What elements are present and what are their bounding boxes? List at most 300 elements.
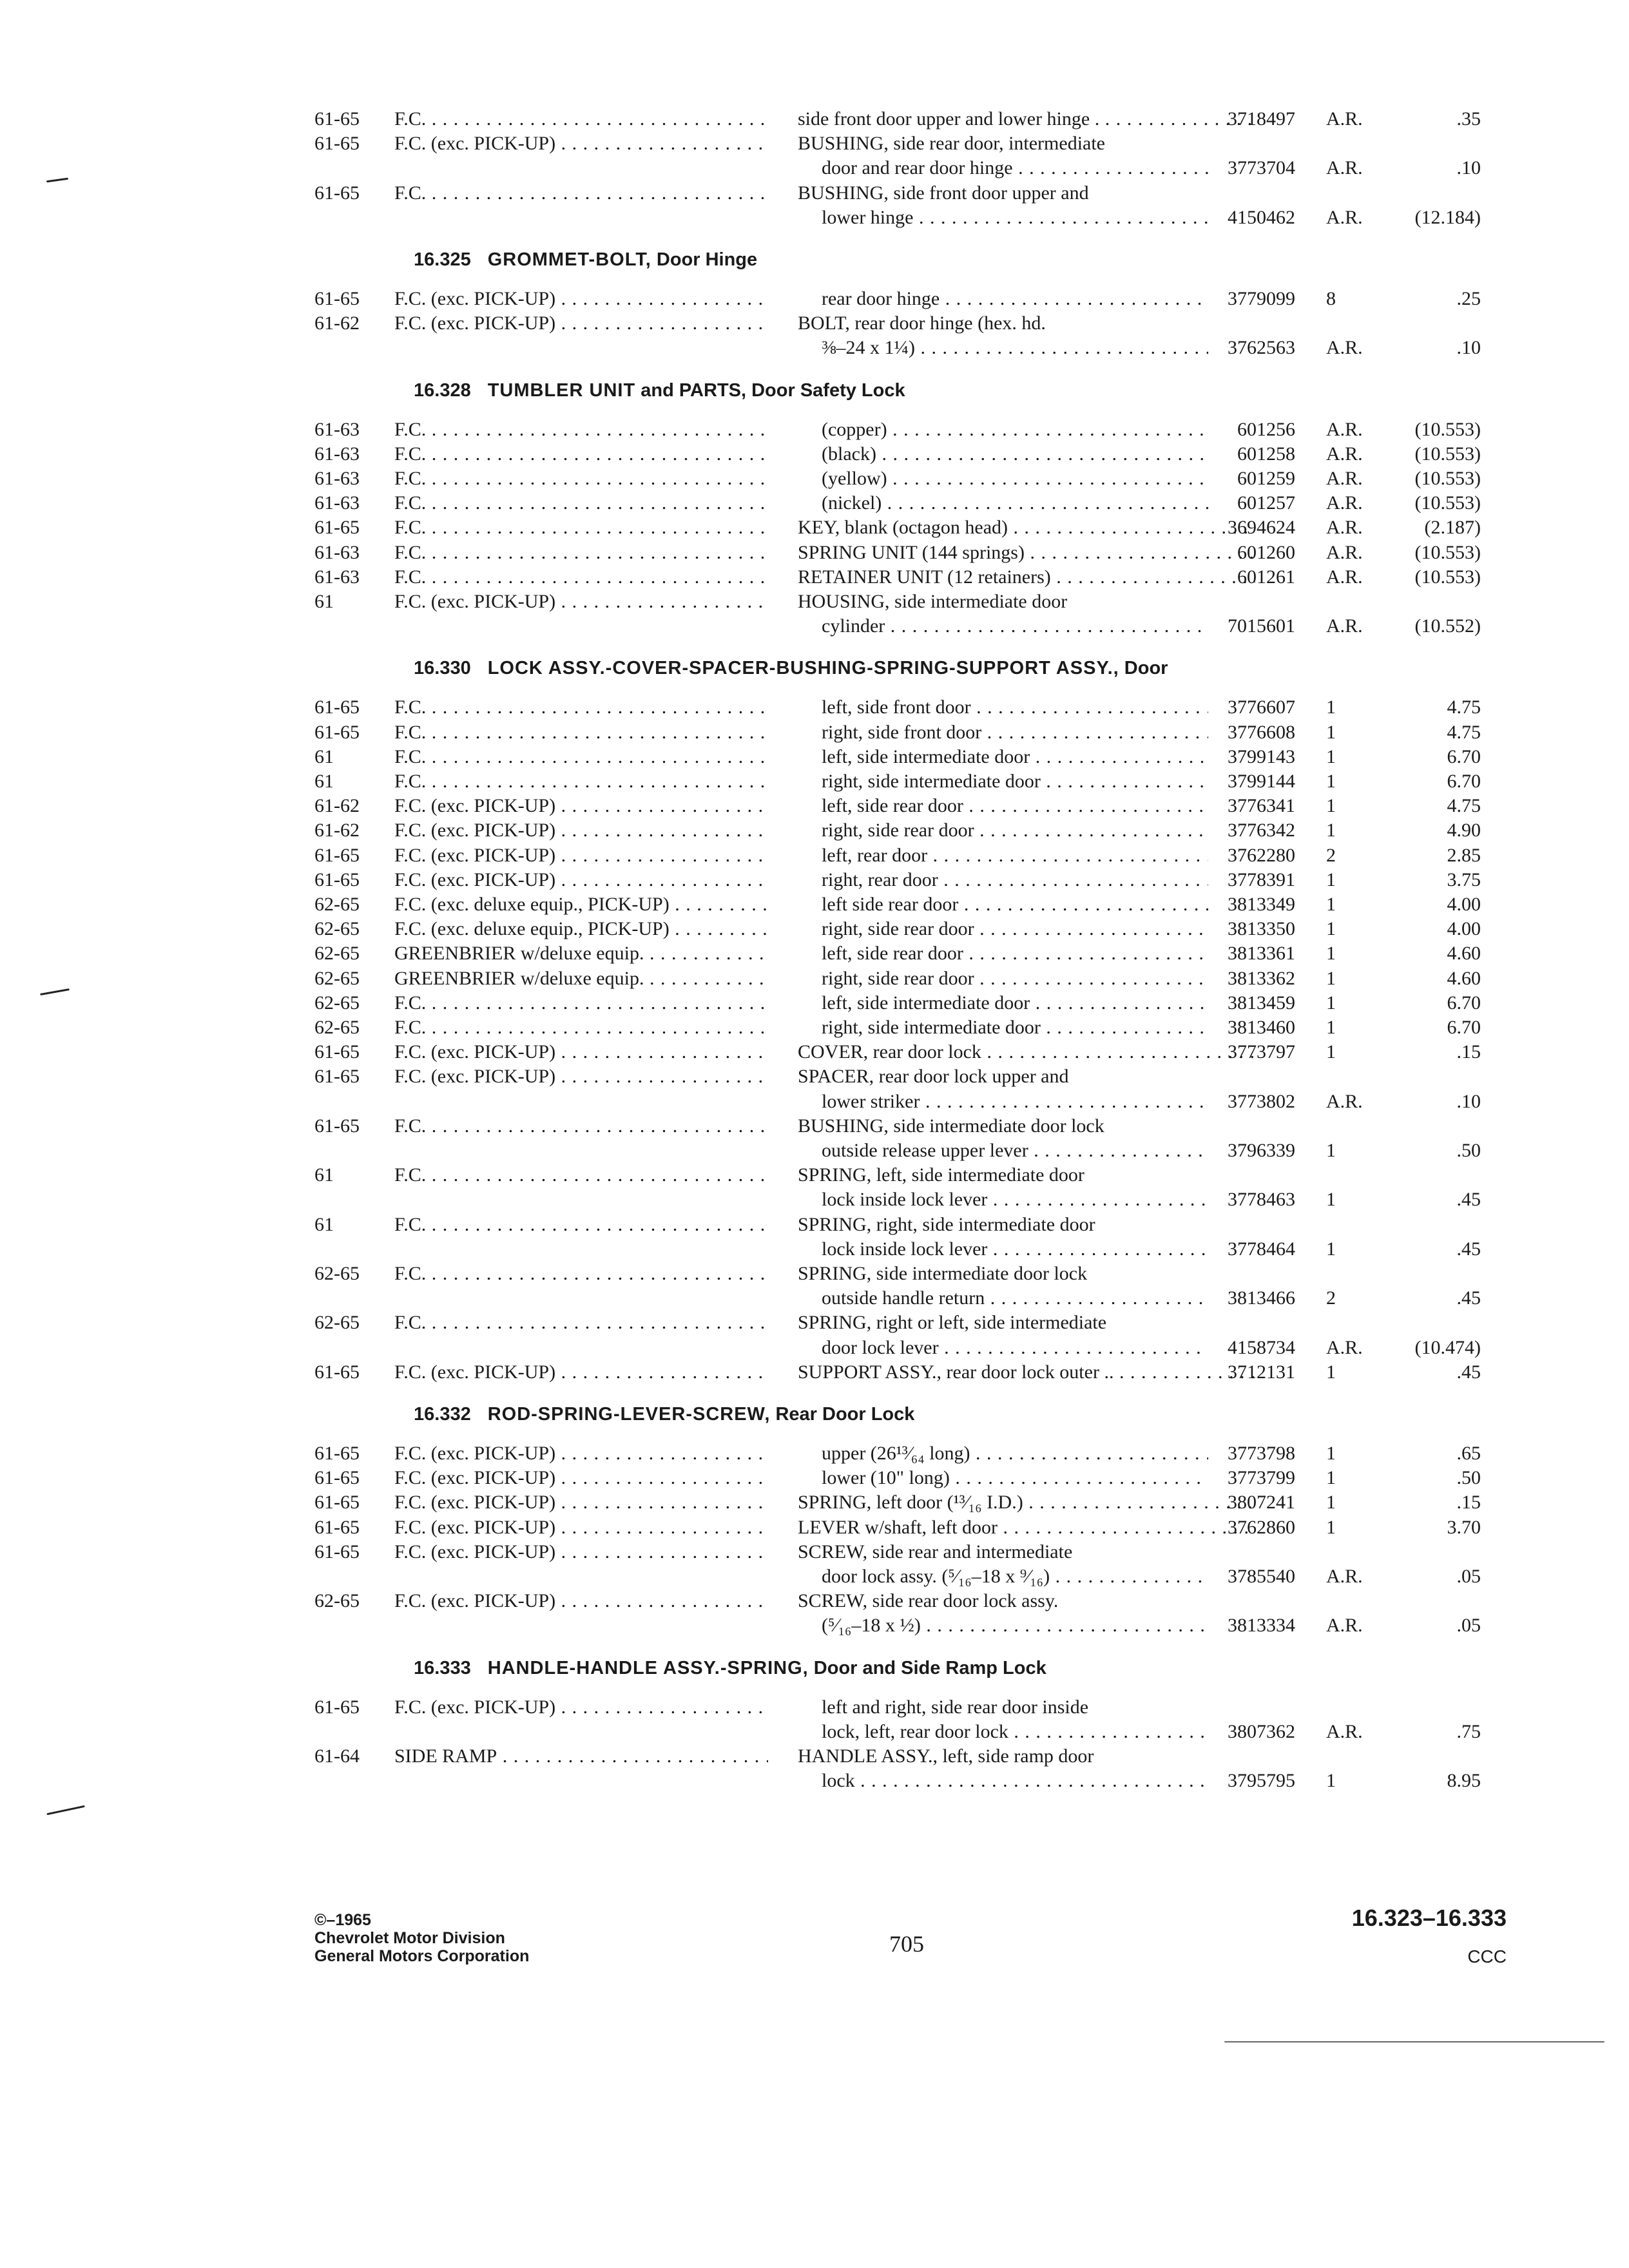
- price: 4.75: [1447, 795, 1481, 817]
- description-text: KEY, blank (octagon head): [798, 517, 1008, 539]
- part-description: [822, 1613, 1208, 1638]
- price: .25: [1456, 288, 1481, 309]
- description-text: left, rear door: [822, 844, 928, 866]
- part-number: 3762563: [1228, 337, 1295, 359]
- part-description: [822, 156, 1208, 180]
- model-years: 62-65: [314, 918, 360, 940]
- description-text: HANDLE ASSY., left, side ramp door: [798, 1745, 1094, 1767]
- parts-row: [0, 966, 1629, 991]
- part-number: 4158734: [1228, 1336, 1295, 1358]
- model-applicability: [394, 287, 768, 311]
- part-number: 3773799: [1228, 1467, 1295, 1489]
- part-number: 3813350: [1228, 918, 1295, 940]
- quantity: A.R.: [1326, 108, 1363, 130]
- parts-row: [0, 917, 1629, 941]
- quantity: A.R.: [1326, 418, 1363, 440]
- description-text: cylinder: [822, 615, 885, 637]
- section-title: Rear Door Lock: [775, 1404, 915, 1425]
- quantity: A.R.: [1326, 1720, 1363, 1742]
- model-applicability: [394, 966, 768, 991]
- model-applicability: [394, 590, 768, 614]
- description-text: lower striker: [822, 1090, 920, 1112]
- section-heading: [414, 1401, 914, 1427]
- quantity: A.R.: [1326, 468, 1363, 489]
- price: (2.187): [1424, 517, 1481, 539]
- model-text: F.C.: [394, 517, 427, 539]
- part-description: [822, 769, 1208, 794]
- parts-row: [0, 1540, 1629, 1564]
- description-text: BUSHING, side front door upper and: [798, 182, 1089, 204]
- part-description: [798, 1213, 1255, 1237]
- part-number: 3785540: [1228, 1566, 1295, 1587]
- part-number: 3778391: [1228, 869, 1295, 890]
- model-text: F.C.: [394, 492, 427, 514]
- model-text: F.C.: [394, 745, 427, 767]
- part-number: 3779099: [1228, 288, 1295, 309]
- model-applicability: [394, 1262, 768, 1286]
- price: (10.553): [1414, 418, 1481, 440]
- price: .05: [1456, 1566, 1481, 1587]
- model-text: F.C.: [394, 1213, 427, 1235]
- parts-row: [0, 1237, 1629, 1262]
- model-applicability: [394, 745, 768, 769]
- model-text: F.C. (exc. PICK-UP): [394, 844, 556, 866]
- part-description: [822, 917, 1208, 941]
- section-title-caps: HANDLE-HANDLE ASSY.-SPRING,: [487, 1657, 809, 1678]
- description-text: (nickel): [822, 492, 882, 514]
- part-number: 601260: [1237, 541, 1295, 563]
- parts-row: [0, 181, 1629, 206]
- model-years: 61-65: [314, 844, 360, 866]
- section-number: 16.325: [414, 249, 471, 270]
- section-heading: [414, 247, 757, 273]
- model-applicability: [394, 1744, 768, 1769]
- description-text: side front door upper and lower hinge .: [798, 108, 1100, 130]
- part-number: 3776341: [1228, 795, 1295, 817]
- description-text: BUSHING, side rear door, intermediate: [798, 133, 1105, 155]
- part-description: [822, 1286, 1208, 1311]
- parts-row: [0, 541, 1629, 565]
- part-description: [822, 1336, 1208, 1360]
- quantity: 1: [1326, 1361, 1336, 1383]
- quantity: 1: [1326, 869, 1336, 890]
- model-text: F.C. (exc. PICK-UP): [394, 795, 556, 817]
- model-years: 61-65: [314, 517, 360, 539]
- quantity: 1: [1326, 795, 1336, 817]
- price: (10.553): [1414, 566, 1481, 588]
- model-text: F.C.: [394, 1115, 427, 1137]
- model-applicability: [394, 466, 768, 491]
- part-description: [822, 868, 1208, 892]
- part-number: 3795795: [1228, 1770, 1295, 1792]
- part-description: [798, 1589, 1255, 1613]
- description-text: SPRING UNIT (144 springs): [798, 541, 1025, 563]
- description-text: left, side rear door: [822, 943, 963, 965]
- model-years: 61-65: [314, 288, 360, 309]
- quantity: A.R.: [1326, 517, 1363, 539]
- part-description: [822, 720, 1208, 745]
- parts-row: [0, 131, 1629, 156]
- model-years: 61: [314, 745, 334, 767]
- price: .45: [1456, 1238, 1481, 1260]
- description-text: (black): [822, 443, 876, 465]
- quantity: A.R.: [1326, 157, 1363, 179]
- model-years: 61-65: [314, 108, 360, 130]
- quantity: 1: [1326, 1443, 1336, 1464]
- model-applicability: [394, 991, 768, 1015]
- parts-row: [0, 1769, 1629, 1793]
- description-text: SPRING, right or left, side intermediate: [798, 1312, 1107, 1334]
- price: .35: [1456, 108, 1481, 130]
- quantity: 1: [1326, 1467, 1336, 1489]
- quantity: 1: [1326, 894, 1336, 915]
- part-number: 3694624: [1228, 517, 1295, 539]
- model-years: 62-65: [314, 894, 360, 915]
- parts-row: [0, 1311, 1629, 1335]
- part-description: [822, 336, 1208, 360]
- part-number: 3799144: [1228, 771, 1295, 792]
- description-text: SUPPORT ASSY., rear door lock outer ..: [798, 1361, 1114, 1383]
- description-text: (copper): [822, 418, 887, 440]
- description-text: lock: [822, 1770, 855, 1792]
- part-description: [822, 206, 1208, 230]
- section-heading: [414, 378, 905, 403]
- model-text: F.C. (exc. PICK-UP): [394, 1467, 556, 1489]
- model-text: F.C. (exc. PICK-UP): [394, 1541, 556, 1562]
- model-applicability: [394, 843, 768, 868]
- parts-row: [0, 1090, 1629, 1114]
- model-years: 61-65: [314, 133, 360, 155]
- description-text: right, side rear door: [822, 820, 974, 841]
- part-description: [798, 1163, 1255, 1187]
- quantity: 1: [1326, 1770, 1336, 1792]
- section-title: Door: [1124, 658, 1168, 679]
- parts-row: [0, 941, 1629, 966]
- model-applicability: [394, 541, 768, 565]
- description-text: lower (10" long): [822, 1467, 950, 1489]
- price: (10.553): [1414, 468, 1481, 489]
- parts-row: [0, 1466, 1629, 1490]
- quantity: A.R.: [1326, 615, 1363, 637]
- description-text: lock inside lock lever: [822, 1189, 988, 1211]
- model-applicability: [394, 1441, 768, 1466]
- price: .10: [1456, 337, 1481, 359]
- part-description: [822, 1237, 1208, 1262]
- description-text: BUSHING, side intermediate door lock: [798, 1115, 1104, 1137]
- parts-row: [0, 1187, 1629, 1212]
- part-description: [822, 418, 1208, 442]
- parts-row: [0, 442, 1629, 466]
- part-number: 3712131: [1228, 1361, 1295, 1383]
- price: 3.70: [1447, 1516, 1481, 1538]
- model-years: 61-63: [314, 418, 360, 440]
- model-applicability: [394, 818, 768, 843]
- parts-row: [0, 695, 1629, 720]
- part-description: [798, 1064, 1255, 1089]
- part-description: [822, 491, 1208, 515]
- model-years: 62-65: [314, 1263, 360, 1284]
- part-description: [798, 1540, 1255, 1564]
- price: 4.75: [1447, 721, 1481, 743]
- quantity: A.R.: [1326, 1566, 1363, 1587]
- model-years: 61-65: [314, 1115, 360, 1137]
- description-text: door and rear door hinge: [822, 157, 1013, 179]
- model-text: F.C. (exc. PICK-UP): [394, 591, 556, 612]
- parts-row: [0, 1040, 1629, 1064]
- model-text: F.C. (exc. PICK-UP): [394, 1590, 556, 1612]
- model-text: F.C. (exc. PICK-UP): [394, 869, 556, 890]
- footer-corporation: General Motors Corporation: [314, 1947, 530, 1965]
- model-text: F.C. (exc. PICK-UP): [394, 1696, 556, 1718]
- section-number: 16.332: [414, 1404, 471, 1425]
- parts-row: [0, 769, 1629, 794]
- description-text: outside handle return: [822, 1287, 985, 1309]
- quantity: A.R.: [1326, 443, 1363, 465]
- model-years: 61-65: [314, 1541, 360, 1562]
- model-applicability: [394, 794, 768, 818]
- model-applicability: [394, 418, 768, 442]
- quantity: 1: [1326, 967, 1336, 989]
- quantity: 1: [1326, 1041, 1336, 1063]
- part-number: 601261: [1237, 566, 1295, 588]
- price: 4.90: [1447, 820, 1481, 841]
- model-years: 62-65: [314, 1312, 360, 1334]
- quantity: 1: [1326, 918, 1336, 940]
- part-description: [822, 1090, 1208, 1114]
- quantity: 1: [1326, 1516, 1336, 1538]
- part-number: 7015601: [1228, 615, 1295, 637]
- part-number: 4150462: [1228, 206, 1295, 228]
- part-description: [822, 892, 1208, 917]
- description-text: door lock assy. (⁵⁄₁₆–18 x ⁹⁄₁₆): [822, 1566, 1050, 1587]
- description-text: outside release upper lever: [822, 1140, 1028, 1161]
- model-applicability: [394, 1695, 768, 1720]
- part-number: 3813459: [1228, 992, 1295, 1014]
- parts-row: [0, 1139, 1629, 1163]
- section-range: 16.323–16.333: [1351, 1905, 1507, 1931]
- part-number: 601258: [1237, 443, 1295, 465]
- part-description: [822, 1015, 1208, 1040]
- model-years: 61-65: [314, 1443, 360, 1464]
- model-applicability: [394, 695, 768, 720]
- model-text: F.C. (exc. deluxe equip., PICK-UP): [394, 894, 670, 915]
- model-years: 62-65: [314, 1590, 360, 1612]
- part-number: 3813334: [1228, 1615, 1295, 1637]
- parts-row: [0, 1213, 1629, 1237]
- part-number: 3796339: [1228, 1140, 1295, 1161]
- part-description: [822, 1695, 1208, 1720]
- description-text: SPRING, side intermediate door lock: [798, 1263, 1088, 1284]
- part-number: 3776608: [1228, 721, 1295, 743]
- parts-row: [0, 1695, 1629, 1720]
- part-description: [798, 515, 1255, 540]
- parts-row: [0, 1441, 1629, 1466]
- section-heading: [414, 1655, 1046, 1681]
- model-applicability: [394, 1163, 768, 1187]
- part-number: 3776607: [1228, 697, 1295, 718]
- model-text: F.C.: [394, 697, 427, 718]
- parts-row: [0, 1015, 1629, 1040]
- part-number: 3813466: [1228, 1287, 1295, 1309]
- quantity: A.R.: [1326, 337, 1363, 359]
- price: .50: [1456, 1467, 1481, 1489]
- quantity: A.R.: [1326, 1090, 1363, 1112]
- quantity: A.R.: [1326, 566, 1363, 588]
- model-years: 61: [314, 771, 334, 792]
- parts-row: [0, 1064, 1629, 1089]
- section-title: Door and Side Ramp Lock: [813, 1657, 1046, 1678]
- quantity: 1: [1326, 820, 1336, 841]
- model-applicability: [394, 1360, 768, 1385]
- catalog-code: CCC: [1467, 1946, 1507, 1966]
- section-title-caps: LOCK ASSY.-COVER-SPACER-BUSHING-SPRING-SUPPORT ASSY.,: [487, 658, 1119, 679]
- price: (10.553): [1414, 492, 1481, 514]
- part-number: 3762860: [1228, 1516, 1295, 1538]
- price: 6.70: [1447, 771, 1481, 792]
- price: .75: [1456, 1720, 1481, 1742]
- model-text: F.C. (exc. PICK-UP): [394, 288, 556, 309]
- description-text: SPRING, left door (¹³⁄₁₆ I.D.): [798, 1492, 1023, 1514]
- parts-row: [0, 590, 1629, 614]
- description-text: ⅜–24 x 1¼): [822, 337, 915, 359]
- part-description: [798, 1311, 1255, 1335]
- description-text: right, side front door: [822, 721, 982, 743]
- section-title: and PARTS, Door Safety Lock: [641, 380, 905, 401]
- scan-edge-line: [1224, 2041, 1605, 2042]
- parts-row: [0, 1515, 1629, 1540]
- part-description: [822, 442, 1208, 466]
- part-description: [798, 1744, 1255, 1769]
- part-description: [822, 843, 1208, 868]
- price: 6.70: [1447, 992, 1481, 1014]
- description-text: HOUSING, side intermediate door: [798, 591, 1068, 612]
- part-description: [822, 1441, 1208, 1466]
- part-description: [798, 107, 1255, 131]
- model-years: 61-65: [314, 1041, 360, 1063]
- price: 6.70: [1447, 1017, 1481, 1038]
- section-number: 16.330: [414, 658, 471, 679]
- model-text: F.C. (exc. PICK-UP): [394, 1443, 556, 1464]
- description-text: left side rear door: [822, 894, 959, 915]
- section-number: 16.333: [414, 1657, 471, 1678]
- model-applicability: [394, 769, 768, 794]
- price: .15: [1456, 1041, 1481, 1063]
- page-number: 705: [889, 1931, 924, 1957]
- model-applicability: [394, 1213, 768, 1237]
- part-number: 3778463: [1228, 1189, 1295, 1211]
- quantity: 8: [1326, 288, 1336, 309]
- model-applicability: [394, 1064, 768, 1089]
- model-years: 61-62: [314, 312, 360, 334]
- model-applicability: [394, 941, 768, 966]
- parts-row: [0, 892, 1629, 917]
- parts-row: [0, 336, 1629, 360]
- part-description: [822, 941, 1208, 966]
- footer-division: Chevrolet Motor Division: [314, 1929, 505, 1947]
- price: .05: [1456, 1615, 1481, 1637]
- section-number: 16.328: [414, 380, 471, 401]
- parts-row: [0, 515, 1629, 540]
- model-text: F.C. (exc. PICK-UP): [394, 1066, 556, 1088]
- parts-row: [0, 1564, 1629, 1589]
- description-text: right, side intermediate door: [822, 771, 1041, 792]
- description-text: left and right, side rear door inside: [822, 1696, 1089, 1718]
- part-number: 3807241: [1228, 1492, 1295, 1514]
- model-years: 61-65: [314, 1066, 360, 1088]
- model-years: 62-65: [314, 992, 360, 1014]
- part-number: 3813349: [1228, 894, 1295, 915]
- description-text: left, side front door: [822, 697, 971, 718]
- section-title-caps: TUMBLER UNIT: [487, 380, 636, 401]
- part-description: [822, 794, 1208, 818]
- quantity: A.R.: [1326, 541, 1363, 563]
- description-text: lower hinge: [822, 206, 914, 228]
- part-number: 3778464: [1228, 1238, 1295, 1260]
- model-text: F.C. (exc. PICK-UP): [394, 133, 556, 155]
- model-text: F.C.: [394, 541, 427, 563]
- model-years: 61-65: [314, 1696, 360, 1718]
- section-title-caps: ROD-SPRING-LEVER-SCREW,: [487, 1404, 771, 1425]
- model-years: 62-65: [314, 943, 360, 965]
- parts-row: [0, 1286, 1629, 1311]
- model-years: 61-65: [314, 697, 360, 718]
- parts-row: [0, 1613, 1629, 1638]
- part-description: [798, 131, 1255, 156]
- parts-row: [0, 287, 1629, 311]
- footer-copyright: ©–1965: [314, 1911, 371, 1929]
- price: .45: [1456, 1189, 1481, 1211]
- parts-row: [0, 206, 1629, 230]
- parts-row: [0, 1336, 1629, 1360]
- section-title: Door Hinge: [656, 249, 758, 270]
- model-text: F.C. (exc. PICK-UP): [394, 1361, 556, 1383]
- parts-row: [0, 818, 1629, 843]
- price: 8.95: [1447, 1770, 1481, 1792]
- description-text: right, side intermediate door: [822, 1017, 1041, 1038]
- parts-row: [0, 466, 1629, 491]
- description-text: SCREW, side rear door lock assy.: [798, 1590, 1059, 1612]
- parts-row: [0, 1744, 1629, 1769]
- model-text: F.C.: [394, 1263, 427, 1284]
- description-text: rear door hinge: [822, 288, 940, 309]
- model-applicability: [394, 565, 768, 590]
- description-text: upper (26¹³⁄₆₄ long): [822, 1443, 970, 1464]
- price: 4.00: [1447, 894, 1481, 915]
- description-text: left, side intermediate door: [822, 745, 1030, 767]
- parts-row: [0, 843, 1629, 868]
- parts-row: [0, 1589, 1629, 1613]
- model-years: 61-64: [314, 1745, 360, 1767]
- model-text: F.C.: [394, 468, 427, 489]
- model-applicability: [394, 1114, 768, 1139]
- description-text: BOLT, rear door hinge (hex. hd.: [798, 312, 1046, 334]
- part-number: 3773798: [1228, 1443, 1295, 1464]
- part-description: [798, 565, 1255, 590]
- parts-row: [0, 614, 1629, 639]
- model-text: F.C.: [394, 566, 427, 588]
- part-description: [798, 311, 1255, 336]
- part-description: [822, 818, 1208, 843]
- price: .45: [1456, 1361, 1481, 1383]
- model-applicability: [394, 1540, 768, 1564]
- description-text: SCREW, side rear and intermediate: [798, 1541, 1073, 1562]
- parts-row: [0, 1720, 1629, 1744]
- quantity: A.R.: [1326, 1615, 1363, 1637]
- part-description: [798, 1114, 1255, 1139]
- description-text: (yellow): [822, 468, 887, 489]
- description-text: COVER, rear door lock: [798, 1041, 981, 1063]
- part-description: [822, 1720, 1208, 1744]
